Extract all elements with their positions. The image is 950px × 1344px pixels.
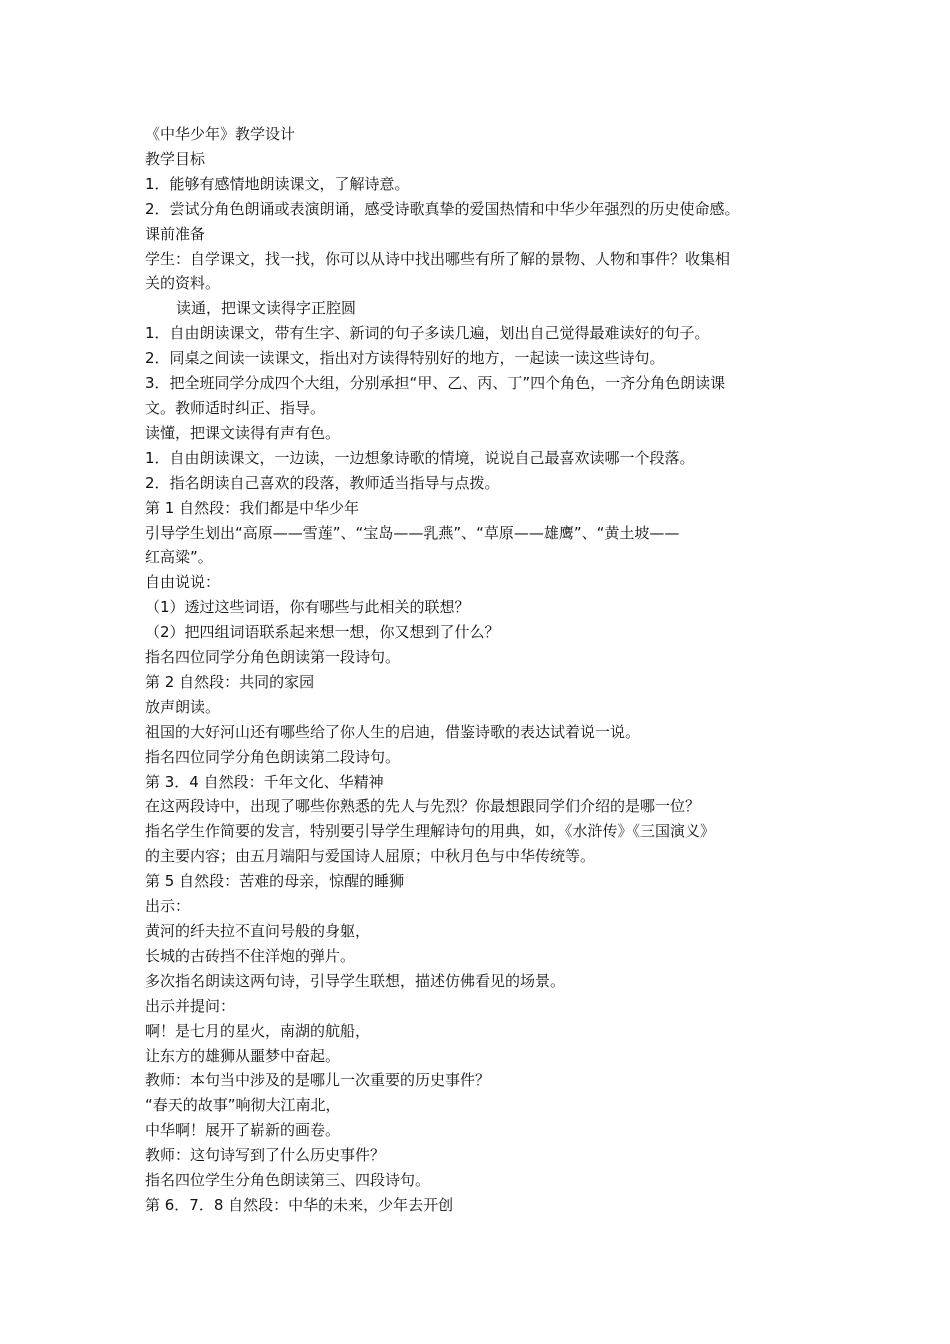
- poem-line: 长城的古砖挡不住洋炮的弹片。: [145, 946, 356, 965]
- text-line: 的主要内容；由五月端阳与爱国诗人屈原；中秋月色与中华传统等。: [145, 847, 596, 866]
- text-line: 教师：本句当中涉及的是哪儿一次重要的历史事件？: [145, 1071, 491, 1090]
- paragraph-heading: 第 2 自然段：共同的家园: [145, 672, 315, 691]
- paragraph-heading: 第 6．7．8 自然段：中华的未来，少年去开创: [145, 1195, 454, 1214]
- text-line: （2）把四组词语联系起来想一想，你又想到了什么？: [145, 623, 500, 642]
- text-line: 引导学生划出“高原——雪莲”、“宝岛——乳燕”、“草原——雄鹰”、“黄土坡——: [145, 523, 680, 542]
- text-line: 出示并提问：: [145, 996, 236, 1015]
- text-line: 学生：自学课文，找一找，你可以从诗中找出哪些有所了解的景物、人物和事件？收集相: [145, 249, 731, 268]
- text-line: 在这两段诗中，出现了哪些你熟悉的先人与先烈？你最想跟同学们介绍的是哪一位？: [145, 797, 701, 816]
- text-line: 1．自由朗读课文，带有生字、新词的句子多读几遍，划出自己觉得最难读好的句子。: [145, 324, 710, 343]
- poem-line: 啊！是七月的星火，南湖的航船，: [145, 1021, 371, 1040]
- text-line: 指名四位同学分角色朗读第一段诗句。: [145, 648, 401, 667]
- text-line: 2．同桌之间读一读课文，指出对方读得特别好的地方，一起读一读这些诗句。: [145, 349, 665, 368]
- section-heading: 教学目标: [145, 149, 206, 168]
- poem-line: 让东方的雄狮从噩梦中奋起。: [145, 1046, 341, 1065]
- paragraph-heading: 第 3．4 自然段：千年文化、华精神: [145, 772, 384, 791]
- document-body: [145, 122, 815, 1218]
- text-line: 红高粱”。: [145, 548, 213, 567]
- poem-line: “春天的故事”响彻大江南北，: [145, 1096, 341, 1115]
- text-line: 教师：这句诗写到了什么历史事件？: [145, 1146, 386, 1165]
- poem-line: 黄河的纤夫拉不直问号般的身躯，: [145, 922, 371, 940]
- section-heading: 课前准备: [145, 224, 206, 243]
- section-heading: 读通，把课文读得字正腔圆: [176, 299, 357, 318]
- poem-line: 中华啊！展开了崭新的画卷。: [145, 1121, 341, 1140]
- text-line: 3．把全班同学分成四个大组，分别承担“甲、乙、丙、丁”四个角色，一齐分角色朗读课: [145, 374, 726, 393]
- paragraph-heading: 第 5 自然段：苦难的母亲，惊醒的睡狮: [145, 872, 405, 891]
- text-line: 自由说说：: [145, 573, 221, 592]
- text-line: 2．指名朗读自己喜欢的段落，教师适当指导与点拨。: [145, 473, 500, 492]
- text-line: 关的资料。: [145, 274, 221, 293]
- text-line: 1．自由朗读课文，一边读，一边想象诗歌的情境，说说自己最喜欢读哪一个段落。: [145, 448, 695, 467]
- document-title: 《中华少年》教学设计: [145, 125, 296, 143]
- text-line: （1）透过这些词语，你有哪些与此相关的联想？: [145, 598, 470, 617]
- text-line: 指名四位同学分角色朗读第二段诗句。: [145, 747, 401, 766]
- text-line: 2．尝试分角色朗诵或表演朗诵，感受诗歌真挚的爱国热情和中华少年强烈的历史使命感。: [145, 199, 740, 218]
- text-line: 出示：: [145, 897, 191, 916]
- text-line: 1．能够有感情地朗读课文，了解诗意。: [145, 174, 410, 193]
- text-line: 放声朗读。: [145, 697, 221, 716]
- text-line: 文。教师适时纠正、指导。: [145, 398, 326, 417]
- text-line: 多次指名朗读这两句诗，引导学生联想，描述仿佛看见的场景。: [145, 971, 566, 990]
- paragraph-heading: 第 1 自然段：我们都是中华少年: [145, 498, 360, 517]
- text-line: 指名学生作简要的发言，特别要引导学生理解诗句的用典，如，《水浒传》《三国演义》: [145, 822, 716, 841]
- text-line: 祖国的大好河山还有哪些给了你人生的启迪，借鉴诗歌的表达试着说一说。: [145, 722, 641, 741]
- text-line: 指名四位学生分角色朗读第三、四段诗句。: [145, 1171, 431, 1190]
- section-heading: 读懂，把课文读得有声有色。: [145, 423, 341, 442]
